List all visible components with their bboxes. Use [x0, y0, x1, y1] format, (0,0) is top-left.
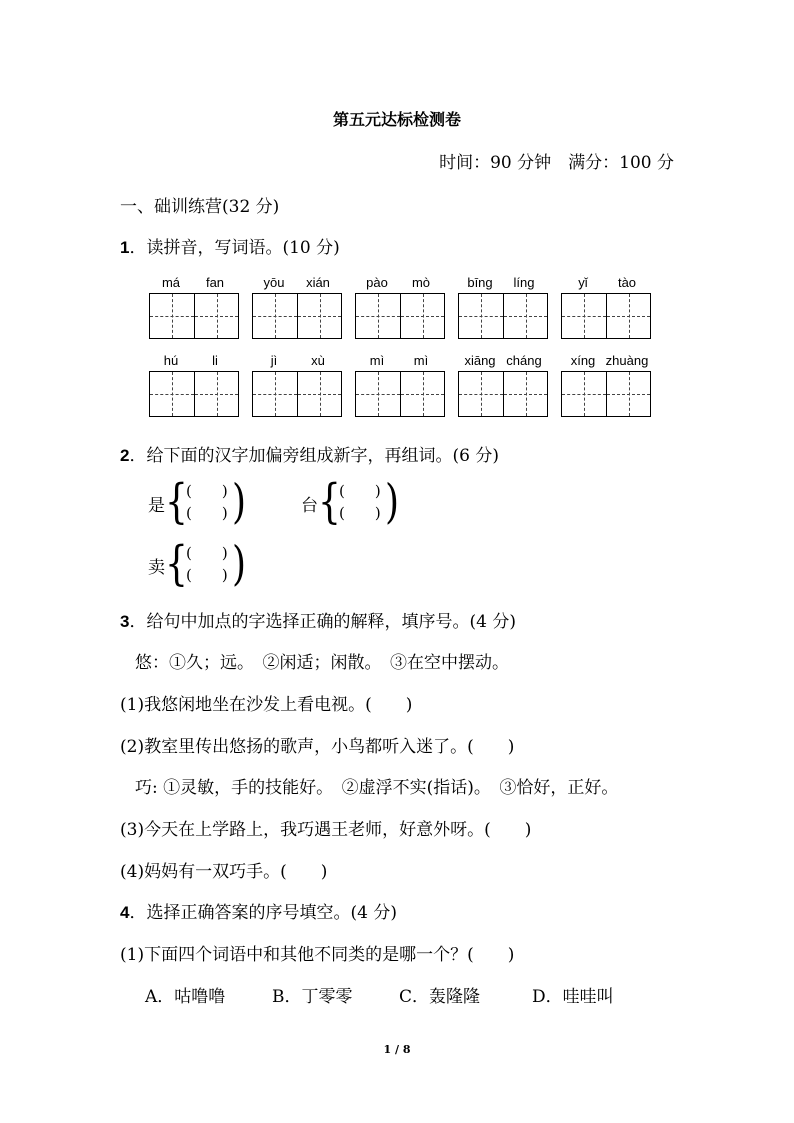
question-4 — [120, 898, 397, 923]
question-number: 4 — [120, 903, 130, 922]
sentence-item: (1)我悠闲地坐在沙发上看电视。( ) — [120, 695, 413, 715]
right-paren-bracket: ) — [232, 476, 247, 530]
page-number: 1 / 8 — [383, 1043, 411, 1056]
writing-box[interactable] — [561, 371, 651, 417]
left-brace: { — [165, 476, 188, 530]
question-number: 2 — [120, 446, 130, 465]
pinyin-label: yǐ — [578, 275, 588, 290]
pinyin-label: pào — [366, 275, 388, 290]
question-text: ．选择正确答案的序号填空。(4 分) — [129, 903, 397, 923]
pinyin-label: xián — [306, 275, 330, 290]
pinyin-label: zhuàng — [605, 353, 649, 368]
right-paren-bracket: ) — [232, 538, 247, 592]
pinyin-label: yōu — [263, 275, 285, 290]
answer-blank[interactable]: ( ) — [186, 566, 228, 584]
pinyin-label: líng — [513, 275, 535, 290]
sentence-item: (4)妈妈有一双巧手。( ) — [120, 862, 328, 882]
answer-blank[interactable]: ( ) — [339, 482, 381, 500]
sentence-item: (1)下面四个词语中和其他不同类的是哪一个？( ) — [120, 945, 515, 965]
pinyin-label: xiāng — [464, 353, 496, 368]
answer-blank[interactable]: ( ) — [186, 504, 228, 522]
page-title: 第五元达标检测卷 — [332, 110, 461, 129]
answer-blank[interactable]: ( ) — [186, 544, 228, 562]
writing-box[interactable] — [149, 293, 239, 339]
pinyin-label: li — [212, 353, 218, 368]
base-character: 台 — [301, 496, 318, 516]
option-a: A．咕噜噜 — [145, 987, 226, 1007]
definition-you: 悠：①久；远。 ②闲适；闲散。 ③在空中摆动。 — [135, 653, 509, 673]
writing-box[interactable] — [561, 293, 651, 339]
exam-meta: 时间：90 分钟 满分：100 分 — [439, 153, 674, 173]
writing-box[interactable] — [355, 371, 445, 417]
sentence-item: (3)今天在上学路上，我巧遇王老师，好意外呀。( ) — [120, 820, 532, 840]
pinyin-label: má — [161, 275, 181, 290]
question-text: ．给句中加点的字选择正确的解释，填序号。(4 分) — [129, 612, 516, 632]
question-1 — [120, 233, 340, 258]
right-paren-bracket: ) — [385, 476, 400, 530]
writing-box[interactable] — [252, 293, 342, 339]
sentence-item: (2)教室里传出悠扬的歌声，小鸟都听入迷了。( ) — [120, 737, 515, 757]
pinyin-label: hú — [163, 353, 179, 368]
pinyin-label: jì — [270, 353, 278, 368]
writing-box[interactable] — [355, 293, 445, 339]
question-number: 1 — [120, 238, 130, 257]
pinyin-label: bīng — [467, 275, 493, 290]
pinyin-label: mì — [413, 353, 429, 368]
base-character: 是 — [148, 496, 165, 516]
pinyin-label: cháng — [506, 353, 542, 368]
answer-blank[interactable]: ( ) — [186, 482, 228, 500]
base-character: 卖 — [148, 558, 165, 578]
question-text: ．给下面的汉字加偏旁组成新字，再组词。(6 分) — [129, 446, 499, 466]
definition-qiao: 巧: ①灵敏，手的技能好。 ②虚浮不实(指话)。 ③恰好，正好。 — [135, 778, 619, 798]
option-d: D．哇哇叫 — [532, 987, 614, 1007]
pinyin-label: mì — [369, 353, 385, 368]
writing-box[interactable] — [458, 371, 548, 417]
pinyin-label: mò — [411, 275, 431, 290]
question-3 — [120, 607, 516, 632]
pinyin-label: tào — [617, 275, 637, 290]
question-text: ．读拼音，写词语。(10 分) — [129, 238, 340, 258]
pinyin-label: fan — [205, 275, 225, 290]
option-b: B．丁零零 — [272, 987, 353, 1007]
pinyin-label: xù — [311, 353, 325, 368]
question-2 — [120, 441, 499, 466]
writing-box[interactable] — [252, 371, 342, 417]
section-heading: 一、础训练营(32 分) — [120, 197, 280, 217]
left-brace: { — [318, 476, 341, 530]
writing-box[interactable] — [458, 293, 548, 339]
left-brace: { — [165, 538, 188, 592]
answer-blank[interactable]: ( ) — [339, 504, 381, 522]
pinyin-label: xíng — [570, 353, 596, 368]
question-number: 3 — [120, 612, 130, 631]
option-c: C．轰隆隆 — [399, 987, 481, 1007]
writing-box[interactable] — [149, 371, 239, 417]
